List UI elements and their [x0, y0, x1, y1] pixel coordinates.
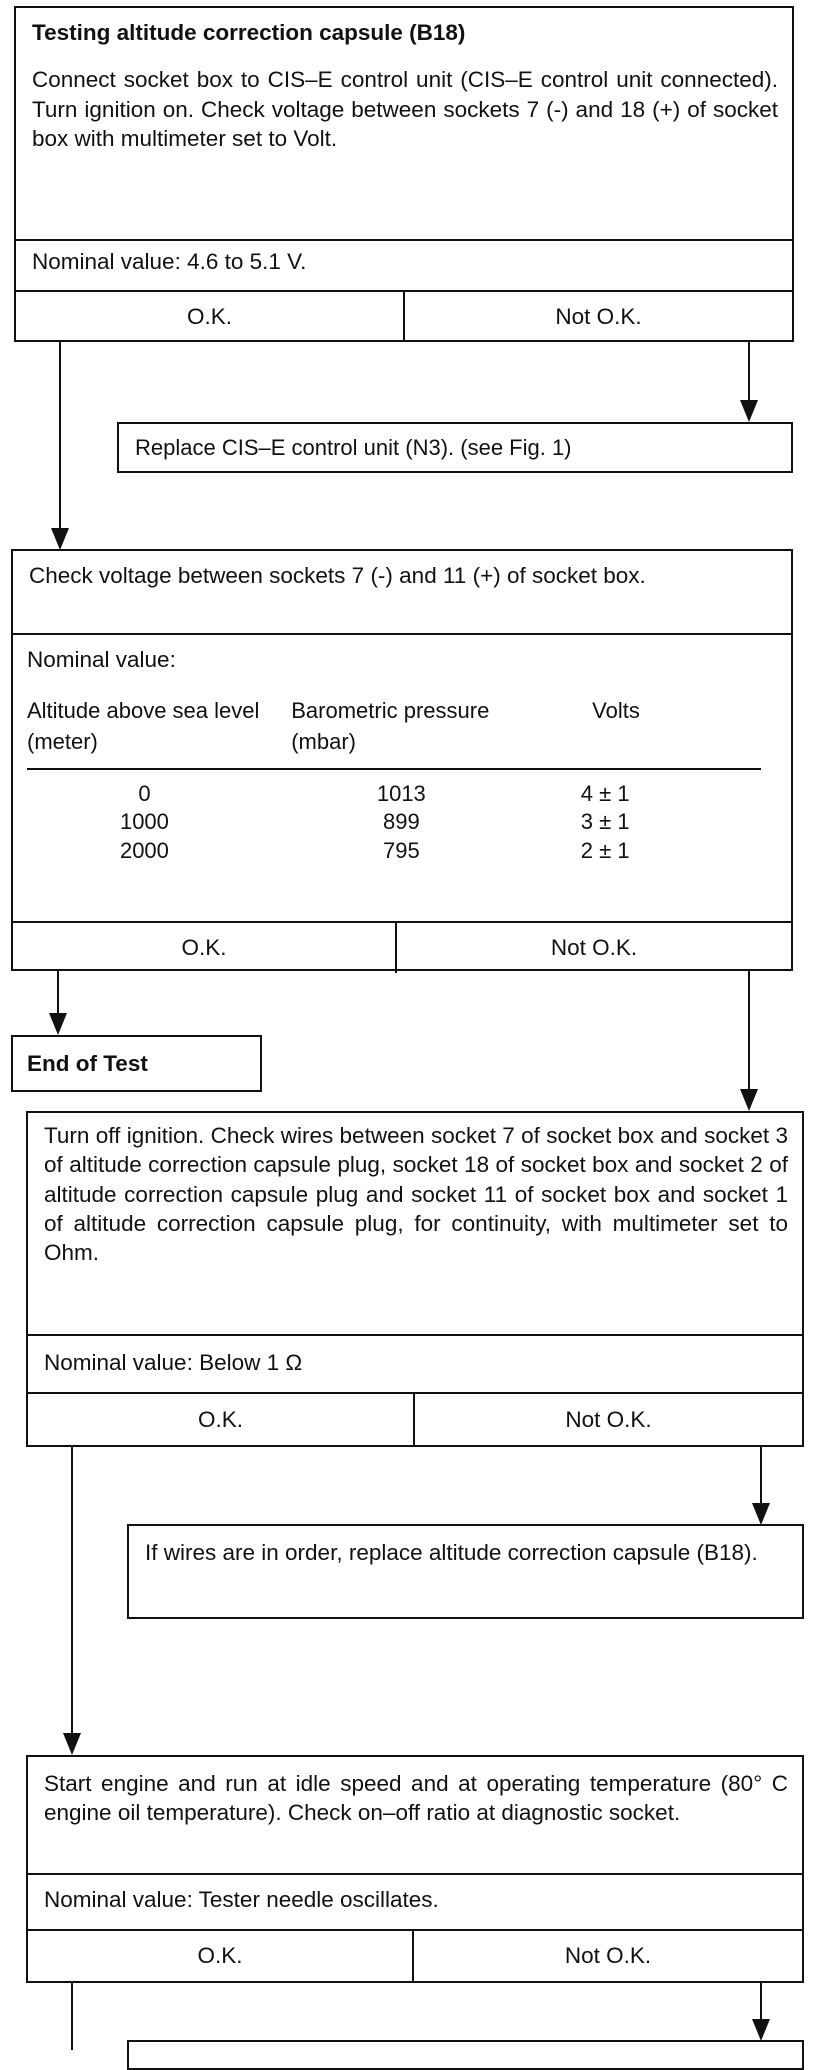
box4-nominal-value: Nominal value: Tester needle oscillates. — [28, 1875, 802, 1931]
table-cell-altitude: 1000 — [119, 809, 169, 835]
table-cell-pressure: 1013 — [376, 780, 426, 806]
box3-instruction: Turn off ignition. Check wires between socket 7 of socket box and socket 3 of altitude correction capsule plug, socket 18 of socket box and socket 2 of altitude correction capsule plug and socket 11 of socket box and socket 1 of altitude correction capsule plug, for continuity, with multimeter set to Ohm. — [28, 1113, 802, 1336]
connector-line — [748, 342, 750, 404]
table-cell-volts: 3 ± 1 — [580, 809, 630, 835]
box2-instruction-text: Check voltage between sockets 7 (-) and 11 (+) of socket box. — [29, 563, 646, 588]
box3-nominal-value: Nominal value: Below 1 Ω — [28, 1336, 802, 1394]
action-replace-control-unit — [117, 422, 793, 473]
box2-instruction — [13, 551, 791, 635]
box3-ok: O.K. — [28, 1394, 415, 1445]
connector-line — [760, 1983, 762, 2023]
box4-result-row — [28, 1931, 802, 1981]
table-row — [27, 837, 761, 866]
table-row — [27, 808, 761, 837]
arrow-down — [740, 1089, 758, 1111]
box1-result-row — [16, 292, 792, 342]
box2-not-ok: Not O.K. — [550, 935, 638, 961]
arrow-down — [51, 528, 69, 550]
end-of-test-box — [11, 1035, 262, 1092]
arrow-down — [49, 1013, 67, 1035]
arrow-down — [63, 1733, 81, 1755]
box4-ok: O.K. — [28, 1931, 414, 1981]
box3-result-row — [28, 1394, 802, 1445]
table-cell-volts: 2 ± 1 — [580, 838, 630, 864]
box2-result-row — [13, 923, 791, 973]
box2-nominal-section — [13, 635, 791, 923]
column-header-volts: Volts — [541, 696, 761, 769]
box-check-voltage — [11, 549, 793, 971]
table-row — [27, 769, 761, 809]
table-cell-volts: 4 ± 1 — [580, 780, 630, 806]
connector-line — [760, 1447, 762, 1507]
column-header-altitude: Altitude above sea level (meter) — [27, 696, 262, 769]
box4-instruction: Start engine and run at idle speed and at operating temperature (80° C engine oil temperature). Check on–off ratio at diagnostic socket. — [28, 1757, 802, 1875]
box1-title: Testing altitude correction capsule (B18) — [32, 20, 466, 45]
connector-line — [71, 1983, 73, 2050]
arrow-down — [740, 400, 758, 422]
box-start-engine — [26, 1755, 804, 1983]
connector-line — [748, 971, 750, 1093]
next-step-box-partial — [127, 2040, 804, 2070]
action1-text: Replace CIS–E control unit (N3). (see Fig. 1) — [135, 435, 572, 460]
table-header-row — [27, 696, 761, 769]
connector-line — [71, 1447, 73, 1737]
box2-nominal-label: Nominal value: — [27, 647, 176, 672]
table-cell-altitude: 0 — [138, 780, 151, 806]
column-header-pressure: Barometric pressure (mbar) — [262, 696, 541, 769]
arrow-down — [752, 1503, 770, 1525]
box3-not-ok: Not O.K. — [565, 1406, 652, 1432]
box1-ok: O.K. — [16, 292, 405, 342]
table-cell-pressure: 899 — [382, 809, 420, 835]
arrow-down — [752, 2019, 770, 2041]
box4-not-ok: Not O.K. — [564, 1943, 652, 1969]
box1-not-ok: Not O.K. — [555, 304, 642, 330]
box1-nominal-value: Nominal value: 4.6 to 5.1 V. — [16, 241, 792, 292]
altitude-voltage-table — [27, 696, 761, 865]
table-cell-altitude: 2000 — [119, 838, 169, 864]
end-of-test-label: End of Test — [27, 1051, 148, 1076]
box-test-altitude-capsule — [14, 6, 794, 342]
connector-line — [59, 342, 61, 528]
table-cell-pressure: 795 — [382, 838, 420, 864]
action2-text: If wires are in order, replace altitude correction capsule (B18). — [145, 1540, 758, 1565]
action-replace-capsule — [127, 1524, 804, 1619]
box1-instruction: Connect socket box to CIS–E control unit (CIS–E control unit connected). Turn ignition on. Check voltage between sockets 7 (-) and 18 (+) of socket box with multimeter set to Volt. — [32, 67, 778, 151]
box-check-wires — [26, 1111, 804, 1447]
box2-ok: O.K. — [13, 923, 397, 973]
connector-line — [57, 971, 59, 1017]
